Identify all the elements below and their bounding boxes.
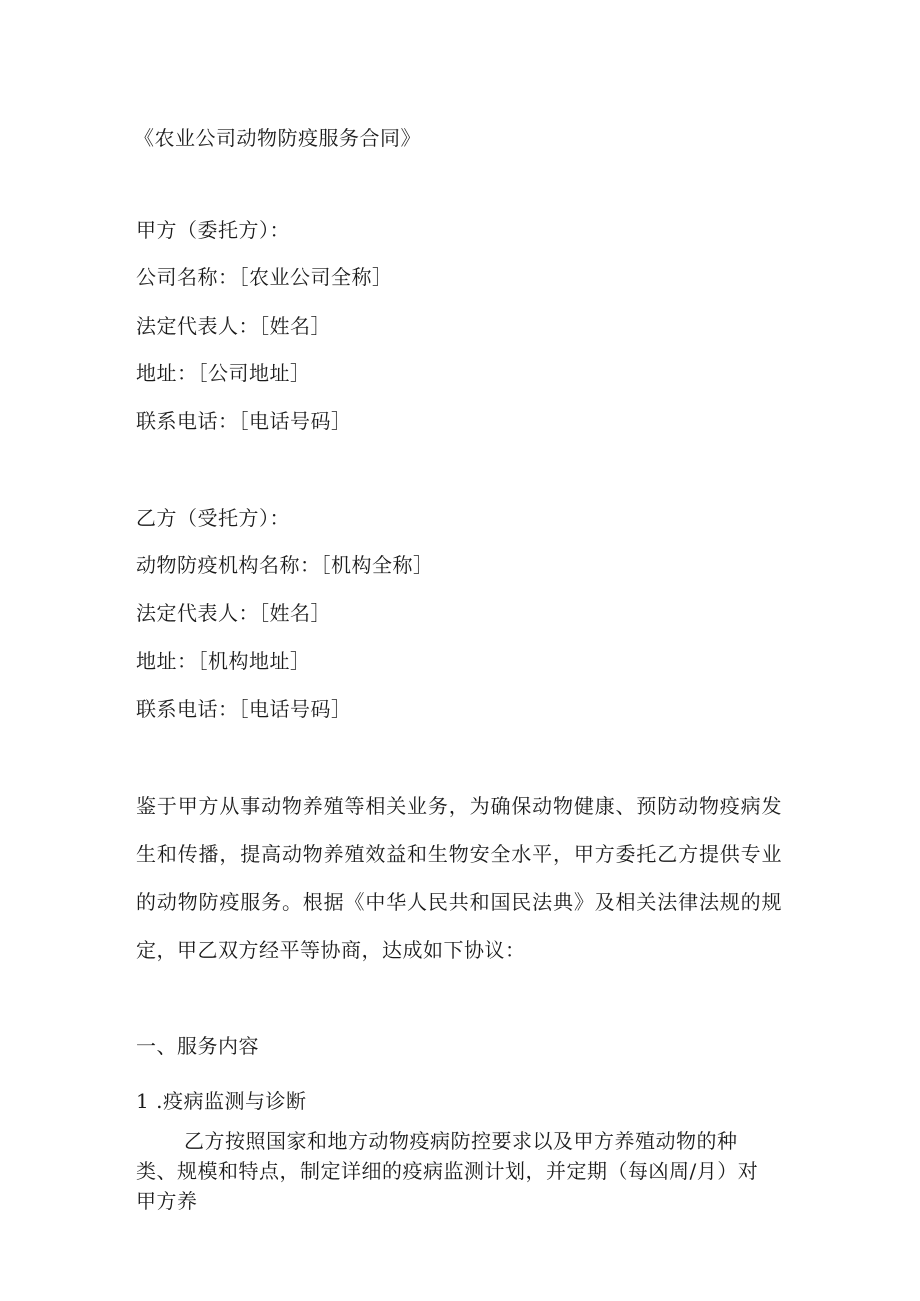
- section-1-heading: 一、服务内容: [136, 1034, 259, 1058]
- party-a-company-name: 公司名称：［农业公司全称］: [136, 265, 393, 289]
- party-a-phone: 联系电话：［电话号码］: [136, 409, 352, 433]
- party-b-org-name: 动物防疫机构名称：［机构全称］: [136, 553, 434, 577]
- party-a-legal-rep: 法定代表人：［姓名］: [136, 314, 331, 338]
- item-1-body: 乙方按照国家和地方动物疫病防控要求以及甲方养殖动物的种类、规模和特点，制定详细的疫病监测计划，并定期（每凶周/月）对甲方养: [136, 1129, 759, 1213]
- party-b-address: 地址：［机构地址］: [136, 649, 311, 673]
- party-b-phone: 联系电话：［电话号码］: [136, 697, 352, 721]
- party-b-legal-rep: 法定代表人：［姓名］: [136, 601, 331, 625]
- party-a-heading: 甲方（委托方）：: [136, 218, 290, 242]
- document-title: 《农业公司动物防疫服务合同》: [134, 126, 421, 150]
- preamble-paragraph: 鉴于甲方从事动物养殖等相关业务，为确保动物健康、预防动物疫病发生和传播，提高动物养殖效益和生物安全水平，甲方委托乙方提供专业的动物防疫服务。根据《中华人民共和国民法典》及相关法律法规的规定，甲乙双方经平等协商，达成如下协议：: [136, 794, 782, 962]
- item-1-heading: 1 .疫病监测与诊断: [136, 1089, 307, 1113]
- party-b-heading: 乙方（受托方）：: [136, 506, 290, 530]
- party-a-address: 地址：［公司地址］: [136, 361, 311, 385]
